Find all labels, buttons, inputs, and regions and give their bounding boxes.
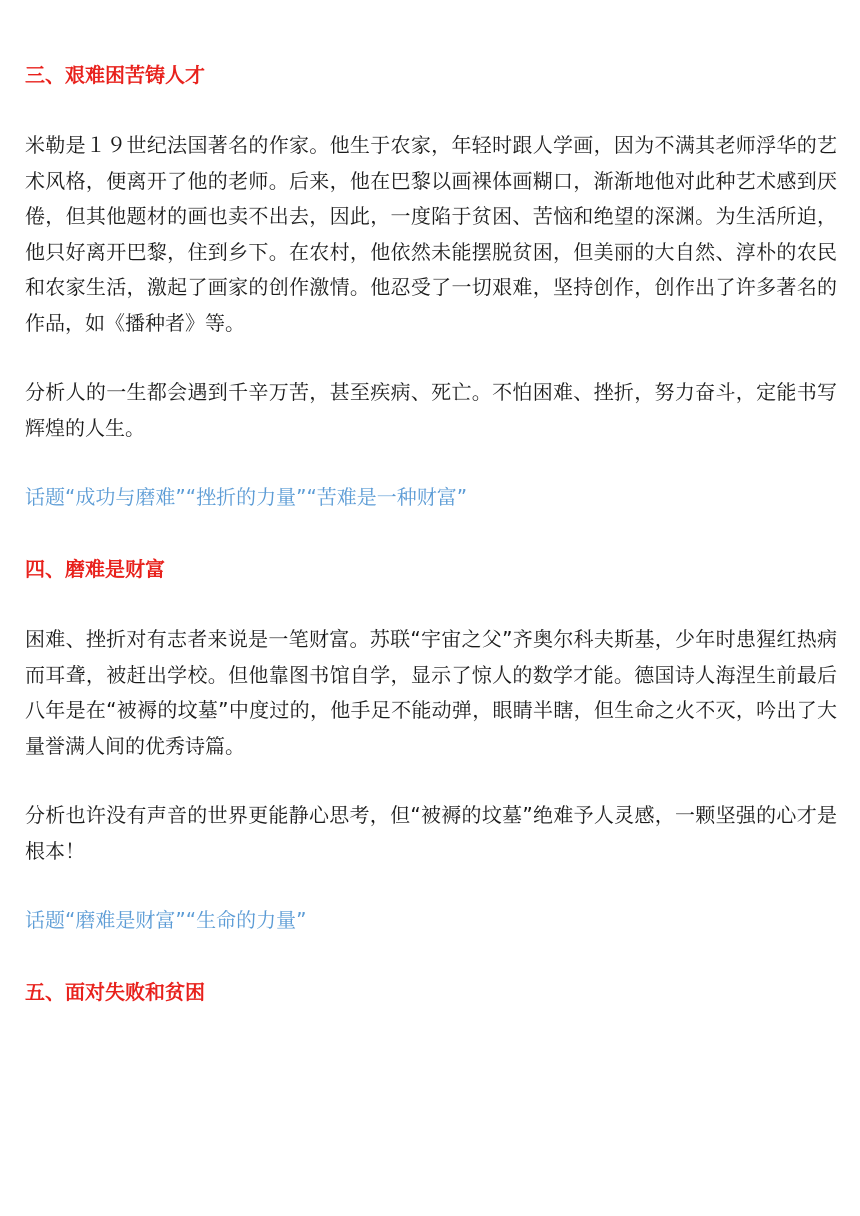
paragraph-hardship-story: 困难、挫折对有志者来说是一笔财富。苏联“宇宙之父”齐奥尔科夫斯基，少年时患猩红热病而耳聋，被赶出学校。但他靠图书馆自学，显示了惊人的数学才能。德国诗人海涅生前最后八年是在“被褥的坟墓”中度过的，他手足不能动弹，眼睛半瞎，但生命之火不灭，吟出了大量誉满人间的优秀诗篇。 <box>25 627 837 758</box>
spacer <box>25 764 837 798</box>
article <box>25 58 837 1009</box>
spacer <box>25 514 837 552</box>
section-heading-3: 三、艰难困苦铸人才 <box>25 63 205 87</box>
spacer <box>25 446 837 480</box>
paragraph-miller-analysis: 分析人的一生都会遇到千辛万苦，甚至疾病、死亡。不怕困难、挫折，努力奋斗，定能书写辉煌的人生。 <box>25 380 837 440</box>
spacer <box>25 869 837 903</box>
spacer <box>25 341 837 375</box>
spacer <box>25 586 837 622</box>
section-heading-4: 四、磨难是财富 <box>25 557 165 581</box>
spacer <box>25 937 837 975</box>
topic-line-4: 话题“磨难是财富”“生命的力量” <box>25 908 307 932</box>
spacer <box>25 92 837 128</box>
topic-line-3: 话题“成功与磨难”“挫折的力量”“苦难是一种财富” <box>25 485 468 509</box>
paragraph-miller-story: 米勒是１９世纪法国著名的作家。他生于农家，年轻时跟人学画，因为不满其老师浮华的艺术风格，便离开了他的老师。后来，他在巴黎以画裸体画糊口，渐渐地他对此种艺术感到厌倦，但其他题材的画也卖不出去，因此，一度陷于贫困、苦恼和绝望的深渊。为生活所迫，他只好离开巴黎，住到乡下。在农村，他依然未能摆脱贫困，但美丽的大自然、淳朴的农民和农家生活，激起了画家的创作激情。他忍受了一切艰难，坚持创作，创作出了许多著名的作品，如《播种者》等。 <box>25 133 837 335</box>
section-heading-5: 五、面对失败和贫困 <box>25 980 205 1004</box>
paragraph-hardship-analysis: 分析也许没有声音的世界更能静心思考，但“被褥的坟墓”绝难予人灵感，一颗坚强的心才是根本！ <box>25 803 837 863</box>
